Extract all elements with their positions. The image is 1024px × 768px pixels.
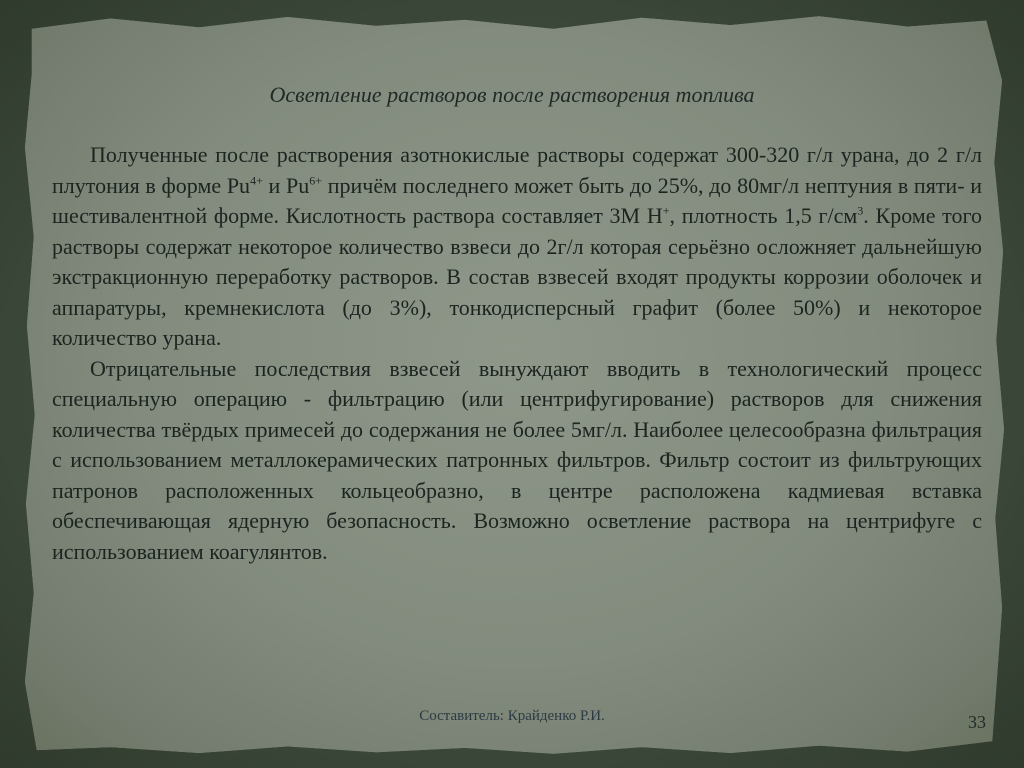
- slide-title: Осветление растворов после растворения топлива: [269, 82, 755, 107]
- page-number: 33: [968, 712, 986, 732]
- p1-text-5: . Кроме того растворы содержат некоторое количество взвеси до 2г/л которая серьёзно осложняет дальнейшую экстракционную переработку растворов. В состав взвесей входят продукты коррозии оболочек и аппаратуры, кремнекислота (до 3%), тонкодисперсный графит (более 50%) и некоторое количество урана.: [52, 203, 982, 350]
- p1-sup-3: +: [662, 203, 670, 218]
- slide-body: [52, 140, 982, 567]
- p1-sup-2: 6+: [309, 173, 323, 188]
- p1-sup-1: 4+: [250, 173, 263, 188]
- paragraph-1: [52, 140, 982, 354]
- p1-sup-4: 3: [857, 203, 864, 218]
- p1-text-4: , плотность 1,5 г/см: [669, 203, 858, 228]
- author-footer: Составитель: Крайденко Р.И.: [419, 708, 605, 724]
- paragraph-2: Отрицательные последствия взвесей вынуждают вводить в технологический процесс специальную операцию - фильтрацию (или центрифугирование) растворов для снижения количества твёрдых примесей до содержания не более 5мг/л. Наиболее целесообразна фильтрация с использованием металлокерамических патронных фильтров. Фильтр состоит из фильтрующих патронов расположенных кольцеобразно, в центре расположена кадмиевая вставка обеспечивающая ядерную безопасность. Возможно осветление раствора на центрифуге с использованием коагулянтов.: [52, 355, 982, 564]
- p1-text-2: и Pu: [262, 172, 310, 198]
- p1-text-1: Полученные после растворения азотнокислые растворы содержат 300-320 г/л урана, до 2 г/л плутония в форме Pu: [52, 142, 982, 198]
- p1-text-3: причём последнего может быть до 25%, до 80мг/л нептуния в пяти- и шестивалентной форме. Кислотность раствора составляет 3М Н: [52, 172, 982, 228]
